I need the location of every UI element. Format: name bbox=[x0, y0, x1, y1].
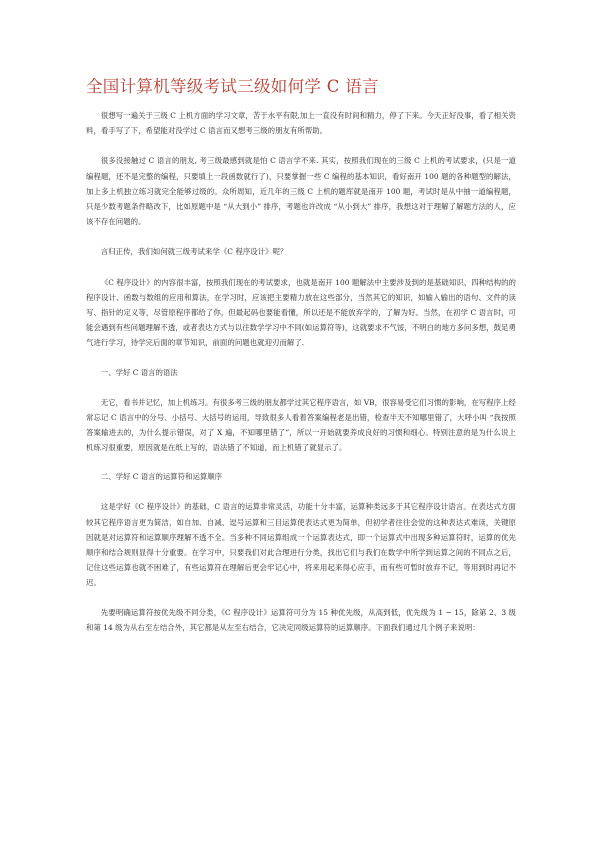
syntax-paragraph: 无它，看书并记忆，加上机练习。有很多考三级的朋友都学过其它程序语言，如 VB，很容易受它们习惯的影响，在写程序上经常忘记 C 语言中的分号、小括号、大括号的运用，导致很多人看着答案编程老是出错，检查半天不知哪里错了，大呼小叫 “我按照答案输进去的，为什么提示错误，对了 X 遍，不知哪里错了”，所以一开始就要养成良好的习惯和细心。特别注意的是为什么说上机练习很重要，原因就是在纸上写的，语法错了不知道，而上机错了就显示了。 bbox=[86, 397, 516, 453]
transition-paragraph: 言归正传，我们如何就三级考试来学《C 程序设计》呢？ bbox=[100, 247, 288, 257]
background-paragraph: 很多没接触过 C 语言的朋友, 考三级最感到就是怕 C 语言学不来. 其实，按照我们现在的三级 C 上机的考试要求，(只是一道编程题，还不是完整的编程，只要填上一段函数就行了)，只要掌握一些 C 编程的基本知识，看好南开 100 题的各种题型的解法，加上多上机独立练习就完全能够过级的。众所周知，近几年的三级 C 上机的题库就是南开 100 题，考试时是从中抽一道编程题，只是少数考题条件略改下，比如原题中是 “从大到小” 排序，考题也许改成 “从小到大” 排序，我想这对于理解了解题方法的人，应该不存在问题的。 bbox=[86, 156, 516, 227]
intro-paragraph: 很想写一遍关于三级 C 上机方面的学习文章，苦于水平有限,加上一直没有时间和精力，停了下来。今天正好没事，看了相关资料，看手写了下，希望能对没学过 C 语言而又想考三级的朋友有所帮助。 bbox=[86, 111, 516, 136]
section-heading-syntax: 一、学好 C 语言的语法 bbox=[100, 367, 178, 377]
document-title: 全国计算机等级考试三级如何学 C 语言 bbox=[86, 77, 379, 96]
content-overview-paragraph: 《C 程序设计》的内容很丰富，按照我们现在的考试要求，也就是南开 100 题解法中主要涉及到的是基础知识、四种结构的的程序设计、函数与数组的应用和算法，在学习时，应该把主要精力放在这些部分，当然其它的知识，如输入输出的语句、文件的读写、指针的定义等，尽管原程序都给了你，但最起码也要能看懂，所以还是不能放弃学的，了解为好。当然，在初学 C 语言时，可能会遇到有些问题理解不透，或者表达方式与以往数学学习中不同(如运算符等)，这就要求不气馁，不明白的地方多问多想，鼓足勇气进行学习，待学完后面的章节知识，前面的问题也就迎刃而解了. bbox=[86, 277, 516, 348]
operators-paragraph: 这是学好《C 程序设计》的基础，C 语言的运算非常灵活，功能十分丰富，运算种类远多于其它程序设计语言。在表达式方面较其它程序语言更为简洁，如自加、自减、逗号运算和三目运算使表达式更为简单，但初学者往往会觉的这种表达式难读，关键原因就是对运算符和运算顺序理解不透不全。当多种不同运算组成一个运算表达式，即一个运算式中出现多种运算符时，运算的优先顺序和结合规则显得十分重要。在学习中，只要我们对此合理进行分类，找出它们与我们在数学中所学到运算之间的不同点之后，记住这些运算也就不困难了，有些运算符在理解后更会牢记心中，将来用起来得心应手，而有些可暂时放弃不记，等用到时再记不迟。 bbox=[86, 502, 516, 588]
precedence-paragraph: 先要明确运算符按优先级不同分类，《C 程序设计》运算符可分为 15 种优先级，从高到低，优先级为 1 ~ 15，除第 2、3 级和第 14 级为从右至左结合外，其它都是从左至右结合，它决定同级运算符的运算顺序。下面我们通过几个例子来说明： bbox=[86, 607, 516, 632]
section-heading-operators: 二、学好 C 语言的运算符和运算顺序 bbox=[100, 472, 223, 482]
document-page bbox=[86, 76, 516, 650]
